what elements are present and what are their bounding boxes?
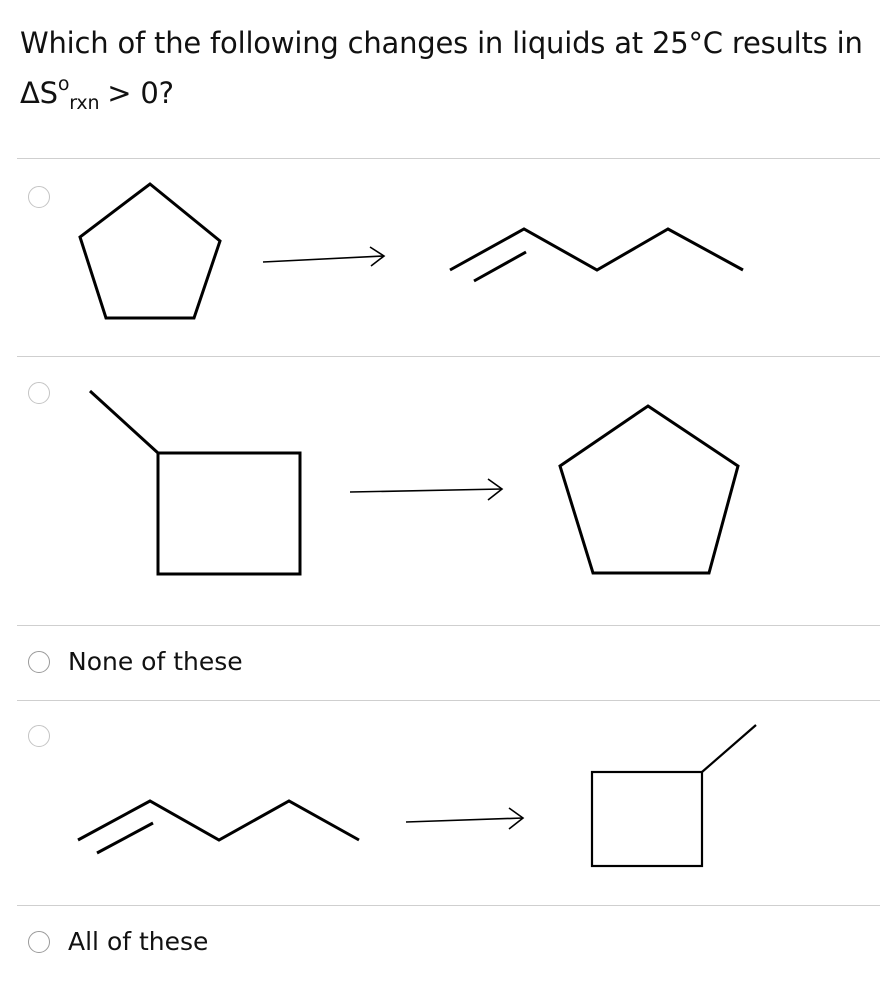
reaction-image-2: [0, 358, 888, 625]
double-bond-line: [97, 823, 153, 853]
reaction-arrow: [406, 818, 523, 822]
question-text: [20, 18, 870, 122]
choice-label-all: All of these: [68, 927, 209, 956]
methyl-group-line: [702, 725, 756, 772]
cyclobutane-structure: [158, 453, 300, 574]
rxn-subscript: rxn: [69, 92, 100, 114]
reaction-arrow: [263, 256, 384, 262]
entropy-symbol: ΔS: [20, 76, 58, 110]
pentene-structure: [78, 801, 359, 840]
standard-state-superscript: o: [57, 73, 70, 95]
cyclopentane-structure: [560, 406, 738, 573]
radio-button[interactable]: [28, 931, 50, 953]
reaction-image-4: [0, 702, 888, 905]
cyclopentane-structure: [80, 184, 220, 318]
radio-button[interactable]: [28, 651, 50, 673]
pentene-structure: [450, 229, 743, 270]
choice-label-none: None of these: [68, 647, 243, 676]
question-line-2: [20, 68, 870, 122]
methyl-group-line: [90, 391, 158, 453]
inequality: > 0?: [107, 76, 174, 110]
double-bond-line: [474, 252, 526, 281]
cyclobutane-structure: [592, 772, 702, 866]
divider: [17, 700, 880, 701]
divider: [17, 158, 880, 159]
reaction-image-1: [0, 160, 888, 356]
divider: [17, 356, 880, 357]
question-line-1: Which of the following changes in liquids at 25°C results in: [20, 26, 863, 60]
divider: [17, 625, 880, 626]
divider: [17, 905, 880, 906]
reaction-arrow: [350, 489, 502, 492]
